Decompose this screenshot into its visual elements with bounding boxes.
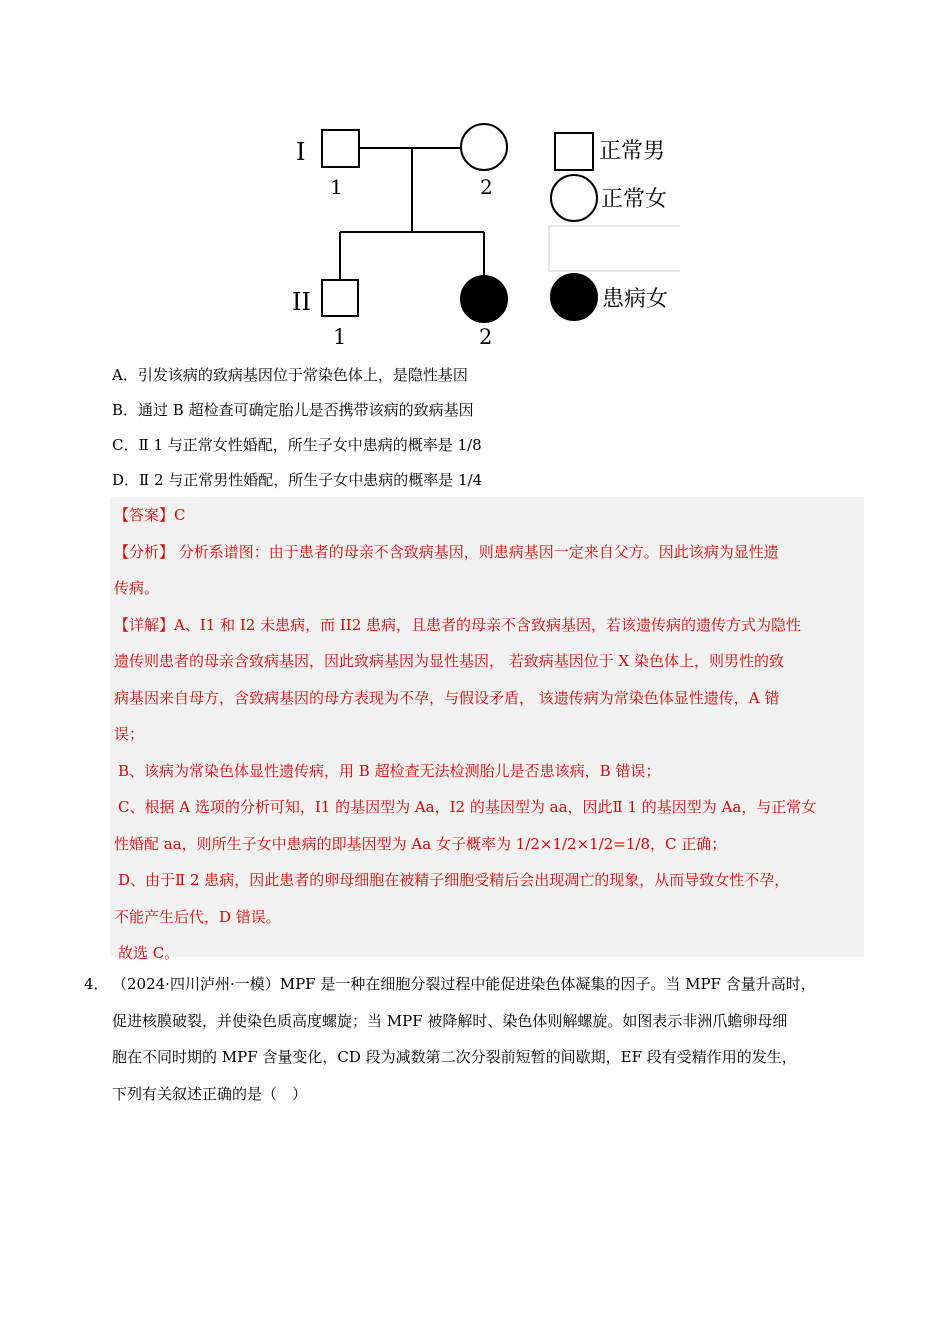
gen1-female-number: 2 [480,175,493,199]
gen2-female-number: 2 [479,325,493,349]
question-4-number: 4． [84,975,109,993]
conclusion-line: 故选 C。 [118,944,180,962]
question-4-line-2: 促进核膜破裂，并使染色质高度螺旋；当 MPF 被降解时、染色体则解螺旋。如图表示非洲爪蟾卵母细 [112,1011,788,1030]
gen2-normal-male-symbol [322,280,358,316]
gen2-male-number: 1 [333,325,347,349]
question-4 [84,966,874,1112]
detail-c-line-1: C、根据 A 选项的分析可知，I1 的基因型为 Aa，I2 的基因型为 aa，因此Ⅱ 1 的基因型为 Aa，与正常女 [118,798,817,816]
gen1-male-number: 1 [330,175,343,199]
option-b: B．通过 B 超检查可确定胎儿是否携带该病的致病基因 [112,401,474,419]
generation-2-label: II [292,288,311,316]
detail-d-line-1: D、由于Ⅱ 2 患病，因此患者的卵母细胞在被精子细胞受精后会出现凋亡的现象，从而导致女性不孕， [118,871,790,889]
gen1-normal-male-symbol [322,130,359,167]
detail-d-line-2: 不能产生后代，D 错误。 [114,907,281,926]
gen1-normal-female-symbol [461,124,507,170]
question-4-line-4: 下列有关叙述正确的是（ ） [112,1084,308,1103]
detail-line-4: 误； [114,725,145,743]
detail-line-3: 病基因来自母方，含致病基因的母方表现为不孕，与假设矛盾， 该遗传病为常染色体显性遗传，A 错 [114,688,780,707]
question-4-line-1: （2024·四川泸州·一模）MPF 是一种在细胞分裂过程中能促进染色体凝集的因子。当 MPF 含量升高时， [112,975,816,993]
detail-c-line-2: 性婚配 aa，则所生子女中患病的即基因型为 Aa 女子概率为 1/2×1/2×1/2=1/8，C 正确； [114,834,727,853]
answer-explanation-box [110,497,864,962]
option-c: C．Ⅱ 1 与正常女性婚配，所生子女中患病的概率是 1/8 [112,436,482,454]
legend-affected-female-symbol [551,274,597,320]
analysis-line-2: 传病。 [114,579,160,597]
answer-line: 【答案】C [114,506,186,524]
pedigree-diagram [280,110,690,355]
legend-normal-female-label: 正常女 [601,187,668,212]
detail-line-1: 【详解】A、I1 和 I2 未患病，而 II2 患病，且患者的母亲不含致病基因，若该遗传病的遗传方式为隐性 [114,615,802,634]
legend-blank-box [549,226,680,271]
option-a: A．引发该病的致病基因位于常染色体上，是隐性基因 [112,366,468,384]
legend-normal-male-symbol [555,133,593,170]
legend-normal-female-symbol [551,175,597,221]
gen2-affected-female-symbol [461,276,507,322]
legend-affected-female-label: 患病女 [602,287,669,312]
option-d: D．Ⅱ 2 与正常男性婚配，所生子女中患病的概率是 1/4 [112,471,483,489]
detail-line-2: 遗传则患者的母亲含致病基因，因此致病基因为显性基因， 若致病基因位于 X 染色体上，则男性的致 [114,652,784,670]
question-4-line-3: 胞在不同时期的 MPF 含量变化，CD 段为减数第二次分裂前短暂的间歇期，EF 段有受精作用的发生， [112,1048,797,1066]
legend-normal-male-label: 正常男 [599,139,666,164]
generation-1-label: I [296,138,306,166]
answer-options [112,358,872,498]
analysis-line-1: 【分析】 分析系谱图：由于患者的母亲不含致病基因，则患病基因一定来自父方。因此该病为显性遗 [114,542,779,561]
detail-b-line: B、该病为常染色体显性遗传病，用 B 超检查无法检测胎儿是否患该病，B 错误； [118,761,661,780]
